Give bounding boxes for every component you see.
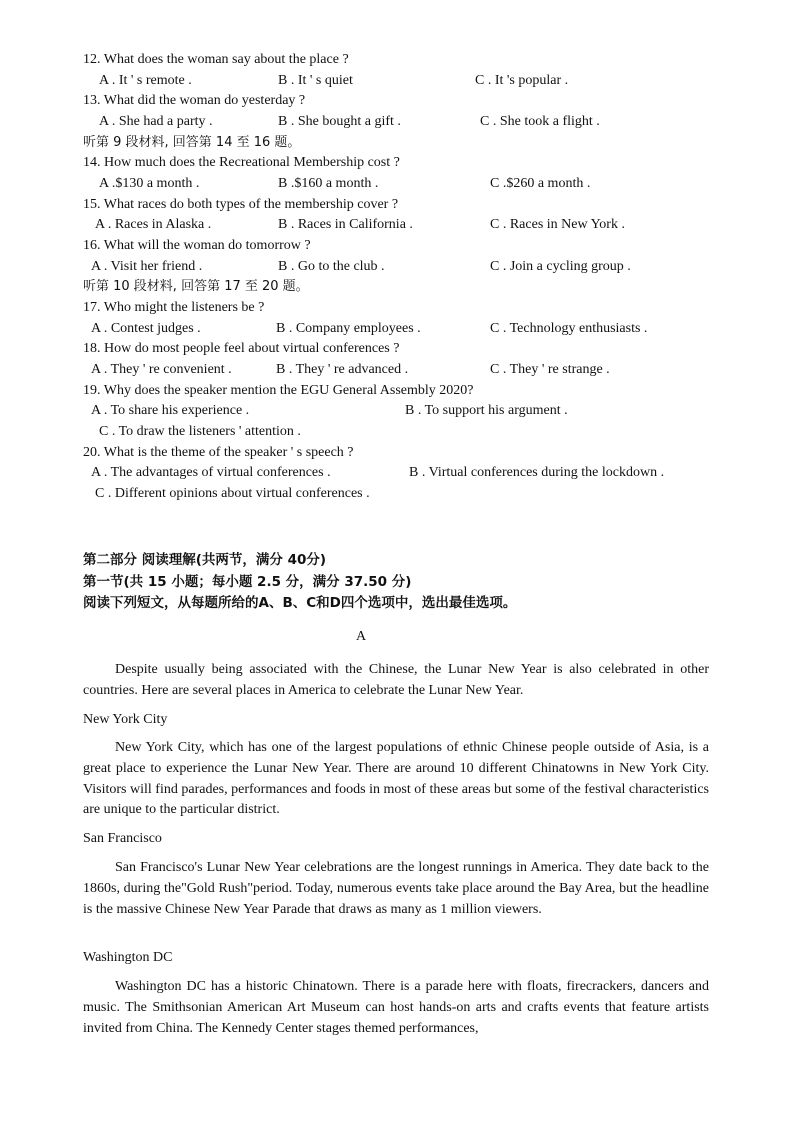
- q16-option-b: B . Go to the club .: [278, 259, 385, 274]
- q20-option-b: B . Virtual conferences during the lockdown .: [409, 465, 665, 480]
- q17-option-c: C . Technology enthusiasts .: [490, 321, 648, 336]
- q14-option-c: C .$260 a month .: [490, 176, 591, 191]
- q12-option-a: A . It ' s remote .: [99, 73, 192, 88]
- q17-option-a: A . Contest judges .: [91, 321, 201, 336]
- q19-option-c: C . To draw the listeners ' attention .: [99, 424, 301, 439]
- q19-option-b: B . To support his argument .: [405, 403, 568, 418]
- q13-option-c: C . She took a flight .: [480, 114, 600, 129]
- q15-option-b: B . Races in California .: [278, 217, 413, 232]
- q17-option-b: B . Company employees .: [276, 321, 421, 336]
- reading-instruction: 阅读下列短文，从每题所给的A、B、C和D四个选项中，选出最佳选项。: [83, 595, 517, 611]
- section-10-instruction: 听第 10 段材料, 回答第 17 至 20 题。: [83, 279, 309, 294]
- heading-new-york-city: New York City: [83, 712, 168, 727]
- q19-option-a: A . To share his experience .: [91, 403, 250, 418]
- question-13: 13. What did the woman do yesterday ?: [83, 93, 306, 108]
- section-9-instruction: 听第 9 段材料, 回答第 14 至 16 题。: [83, 135, 301, 150]
- reading-part-title: 第二部分 阅读理解(共两节，满分 40分): [83, 552, 327, 568]
- question-14: 14. How much does the Recreational Membership cost ?: [83, 155, 400, 170]
- q12-option-b: B . It ' s quiet: [278, 73, 353, 88]
- q15-option-a: A . Races in Alaska .: [95, 217, 212, 232]
- question-18: 18. How do most people feel about virtual conferences ?: [83, 341, 400, 356]
- heading-washington-dc: Washington DC: [83, 950, 173, 965]
- question-20: 20. What is the theme of the speaker ' s speech ?: [83, 445, 354, 460]
- q20-option-c: C . Different opinions about virtual conferences .: [95, 486, 370, 501]
- passage-letter: A: [356, 629, 367, 644]
- question-17: 17. Who might the listeners be ?: [83, 300, 265, 315]
- q14-option-a: A .$130 a month .: [99, 176, 200, 191]
- paragraph-washington-dc: Washington DC has a historic Chinatown. There is a parade here with floats, firecrackers, dancers and music. The Smithsonian American Art Museum can host hands-on arts and crafts events that feature artists invited from China. The Kennedy Center stages themed performances,: [83, 979, 709, 1036]
- q18-option-a: A . They ' re convenient .: [91, 362, 232, 377]
- q16-option-a: A . Visit her friend .: [91, 259, 203, 274]
- q18-option-c: C . They ' re strange .: [490, 362, 610, 377]
- reading-section-title: 第一节(共 15 小题；每小题 2.5 分，满分 37.50 分): [83, 574, 412, 590]
- q13-option-b: B . She bought a gift .: [278, 114, 401, 129]
- q12-option-c: C . It 's popular .: [475, 73, 569, 88]
- q13-option-a: A . She had a party .: [99, 114, 213, 129]
- passage-intro: Despite usually being associated with the Chinese, the Lunar New Year is also celebrated in other countries. Here are several places in America to celebrate the Lunar New Year.: [83, 662, 709, 698]
- q15-option-c: C . Races in New York .: [490, 217, 625, 232]
- paragraph-new-york-city: New York City, which has one of the largest populations of ethnic Chinese people outside of Asia, is a great place to experience the Lunar New Year. There are around 10 different Chinatowns in New York City. Visitors will find parades, performances and foods in most of these areas but some of the festival characteristics are unique to the particular district.: [83, 740, 709, 818]
- question-16: 16. What will the woman do tomorrow ?: [83, 238, 311, 253]
- q18-option-b: B . They ' re advanced .: [276, 362, 409, 377]
- question-12: 12. What does the woman say about the place ?: [83, 52, 349, 67]
- q20-option-a: A . The advantages of virtual conferences .: [91, 465, 331, 480]
- heading-san-francisco: San Francisco: [83, 831, 162, 846]
- paragraph-san-francisco: San Francisco's Lunar New Year celebrations are the longest runnings in America. They date back to the 1860s, during the"Gold Rush"period. Today, numerous events take place around the Bay Area, but the headline is the massive Chinese New Year Parade that draws as many as 1 million viewers.: [83, 860, 709, 917]
- q14-option-b: B .$160 a month .: [278, 176, 379, 191]
- q16-option-c: C . Join a cycling group .: [490, 259, 631, 274]
- question-19: 19. Why does the speaker mention the EGU General Assembly 2020?: [83, 383, 474, 398]
- question-15: 15. What races do both types of the membership cover ?: [83, 197, 399, 212]
